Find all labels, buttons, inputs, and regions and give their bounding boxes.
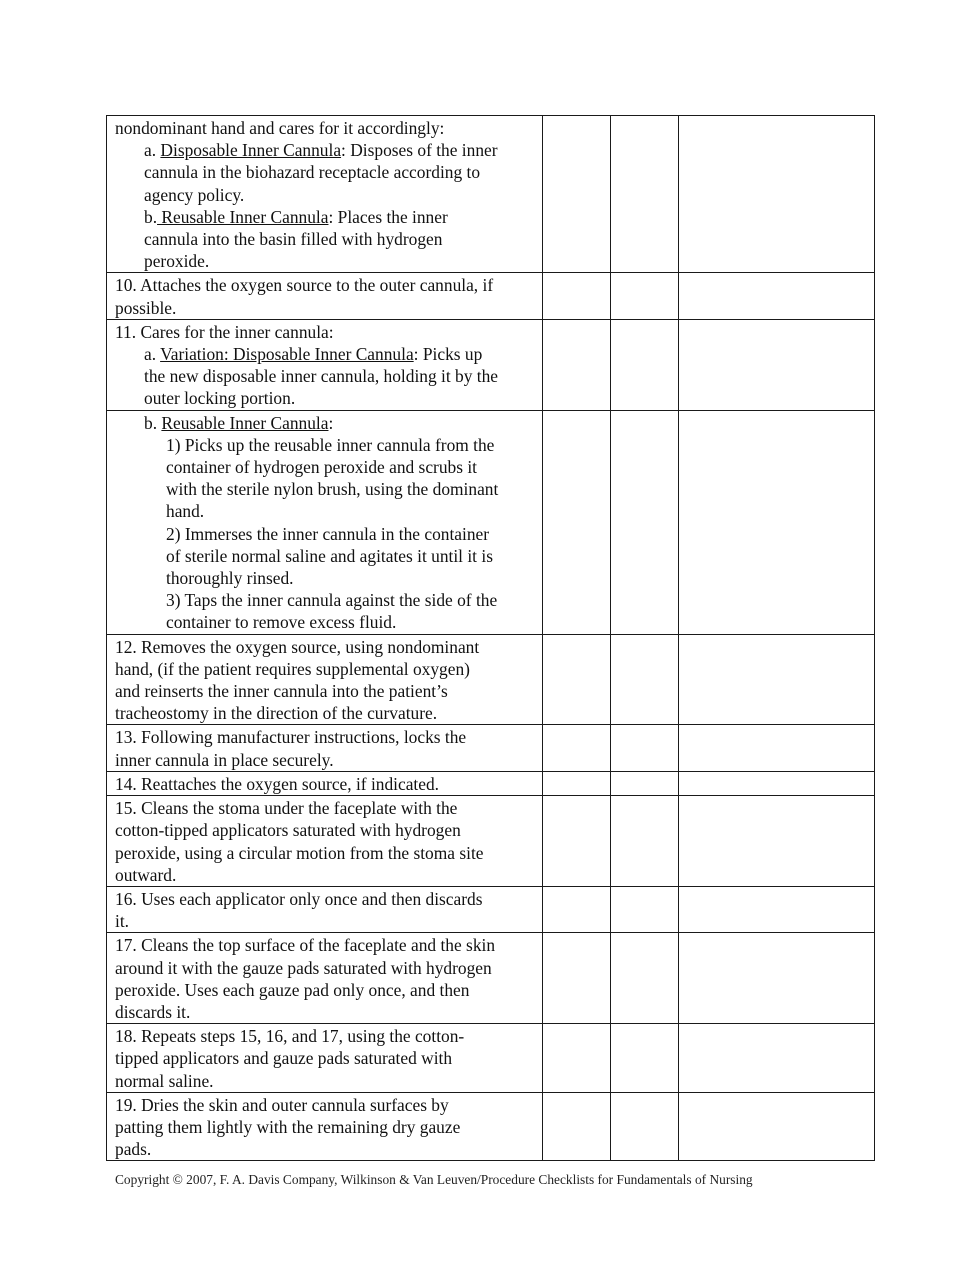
comments-cell[interactable] — [679, 796, 875, 887]
step-text: peroxide, using a circular motion from the stoma site — [115, 842, 484, 863]
step-description-cell — [107, 1092, 543, 1161]
step-text-line — [115, 888, 536, 910]
step-text-line — [115, 434, 536, 456]
step-text-line — [115, 1116, 536, 1138]
step-text: : Places the inner — [328, 206, 448, 227]
step-text-line — [115, 1001, 536, 1023]
unsatisfactory-cell[interactable] — [611, 116, 679, 273]
checklist-row — [107, 796, 875, 887]
step-text: the new disposable inner cannula, holding it by the — [144, 366, 499, 387]
step-text: thoroughly rinsed. — [166, 568, 294, 589]
step-text-line — [115, 1047, 536, 1069]
step-text-line — [115, 297, 536, 319]
step-text-line — [115, 161, 536, 183]
satisfactory-cell[interactable] — [543, 796, 611, 887]
copyright-footer: Copyright © 2007, F. A. Davis Company, Wilkinson & Van Leuven/Procedure Checklists for Fundamentals of Nursing — [115, 1172, 753, 1187]
step-text: nondominant hand and cares for it accordingly: — [115, 118, 445, 138]
checklist-row — [107, 1024, 875, 1093]
step-text: around it with the gauze pads saturated with hydrogen — [115, 957, 492, 978]
step-text-line — [115, 611, 536, 633]
step-description-cell — [107, 771, 543, 795]
step-marker: a. — [144, 344, 161, 365]
checklist-row — [107, 933, 875, 1024]
checklist-row — [107, 771, 875, 795]
step-text: and reinserts the inner cannula into the patient’s — [115, 681, 448, 702]
procedure-checklist-table — [106, 115, 875, 1161]
comments-cell[interactable] — [679, 1092, 875, 1161]
satisfactory-cell[interactable] — [543, 634, 611, 725]
step-text: 2) Immerses the inner cannula in the container — [166, 523, 490, 544]
step-text-line — [115, 589, 536, 611]
step-text: : — [328, 412, 334, 433]
checklist-row — [107, 886, 875, 932]
step-text: of sterile normal saline and agitates it until it is — [166, 545, 493, 566]
step-text-line — [115, 206, 536, 228]
step-text: : Disposes of the inner — [341, 140, 498, 161]
step-text: 12. Removes the oxygen source, using nondominant — [115, 636, 480, 657]
step-text: 19. Dries the skin and outer cannula surfaces by — [115, 1094, 449, 1115]
step-description-cell — [107, 886, 543, 932]
step-description-cell — [107, 634, 543, 725]
step-text: 14. Reattaches the oxygen source, if indicated. — [115, 773, 440, 794]
step-text: 13. Following manufacturer instructions, locks the — [115, 727, 467, 748]
step-text: pads. — [115, 1139, 152, 1160]
step-text-line — [115, 797, 536, 819]
satisfactory-cell[interactable] — [543, 1024, 611, 1093]
step-text: cannula in the biohazard receptacle according to — [144, 162, 481, 183]
step-text: 10. Attaches the oxygen source to the outer cannula, if — [115, 275, 494, 296]
step-text-line — [115, 523, 536, 545]
comments-cell[interactable] — [679, 1024, 875, 1093]
unsatisfactory-cell[interactable] — [611, 634, 679, 725]
step-text: outer locking portion. — [144, 388, 296, 409]
step-description-cell — [107, 1024, 543, 1093]
step-text: : Picks up — [413, 344, 483, 365]
step-text: tracheostomy in the direction of the curvature. — [115, 703, 438, 724]
unsatisfactory-cell[interactable] — [611, 725, 679, 771]
step-text: 1) Picks up the reusable inner cannula from the — [166, 434, 495, 455]
step-marker: b. — [144, 206, 158, 227]
step-text-line — [115, 864, 536, 886]
step-text-line — [115, 979, 536, 1001]
comments-cell[interactable] — [679, 410, 875, 634]
step-text: 16. Uses each applicator only once and then discards — [115, 888, 483, 909]
step-text: cotton-tipped applicators saturated with hydrogen — [115, 820, 461, 841]
step-text-line — [115, 184, 536, 206]
step-text-line — [115, 957, 536, 979]
step-text-line — [115, 321, 536, 343]
underlined-heading: Variation: Disposable Inner Cannula — [160, 344, 414, 365]
step-text-line — [115, 117, 536, 139]
step-text: hand, (if the patient requires supplemental oxygen) — [115, 658, 470, 679]
checklist-row — [107, 634, 875, 725]
step-text-line — [115, 228, 536, 250]
unsatisfactory-cell[interactable] — [611, 273, 679, 319]
satisfactory-cell[interactable] — [543, 1092, 611, 1161]
step-text-line — [115, 1025, 536, 1047]
comments-cell[interactable] — [679, 886, 875, 932]
step-text: 11. Cares for the inner cannula: — [115, 321, 334, 342]
step-text-line — [115, 1094, 536, 1116]
comments-cell[interactable] — [679, 116, 875, 273]
unsatisfactory-cell[interactable] — [611, 1024, 679, 1093]
step-text-line — [115, 500, 536, 522]
step-text: patting them lightly with the remaining dry gauze — [115, 1116, 461, 1137]
unsatisfactory-cell[interactable] — [611, 933, 679, 1024]
step-text-line — [115, 139, 536, 161]
checklist-row — [107, 410, 875, 634]
step-text: it. — [115, 911, 130, 932]
step-description-cell — [107, 725, 543, 771]
step-text-line — [115, 702, 536, 724]
step-text-line — [115, 680, 536, 702]
step-text: container to remove excess fluid. — [166, 612, 397, 633]
satisfactory-cell[interactable] — [543, 410, 611, 634]
satisfactory-cell[interactable] — [543, 933, 611, 1024]
step-text-line — [115, 749, 536, 771]
step-text: tipped applicators and gauze pads saturated with — [115, 1048, 453, 1069]
unsatisfactory-cell[interactable] — [611, 771, 679, 795]
step-text-line — [115, 478, 536, 500]
unsatisfactory-cell[interactable] — [611, 796, 679, 887]
step-text-line — [115, 274, 536, 296]
unsatisfactory-cell[interactable] — [611, 410, 679, 634]
underlined-heading: Reusable Inner Cannula — [157, 206, 329, 227]
underlined-heading: Disposable Inner Cannula — [160, 140, 342, 161]
comments-cell[interactable] — [679, 319, 875, 410]
comments-cell[interactable] — [679, 771, 875, 795]
underlined-heading: Reusable Inner Cannula — [161, 412, 329, 433]
step-text-line — [115, 456, 536, 478]
checklist-row — [107, 319, 875, 410]
step-text: normal saline. — [115, 1070, 214, 1091]
step-description-cell — [107, 796, 543, 887]
step-text-line — [115, 658, 536, 680]
step-description-cell — [107, 319, 543, 410]
step-text: outward. — [115, 864, 177, 885]
unsatisfactory-cell[interactable] — [611, 319, 679, 410]
step-description-cell — [107, 116, 543, 273]
satisfactory-cell[interactable] — [543, 725, 611, 771]
satisfactory-cell[interactable] — [543, 771, 611, 795]
step-text: cannula into the basin filled with hydrogen — [144, 229, 443, 250]
comments-cell[interactable] — [679, 933, 875, 1024]
unsatisfactory-cell[interactable] — [611, 1092, 679, 1161]
checklist-row — [107, 273, 875, 319]
step-text: 18. Repeats steps 15, 16, and 17, using the cotton- — [115, 1026, 465, 1047]
checklist-body — [107, 116, 875, 1161]
step-marker: b. — [144, 412, 162, 433]
step-text-line — [115, 567, 536, 589]
step-text: agency policy. — [144, 184, 245, 205]
satisfactory-cell[interactable] — [543, 319, 611, 410]
step-text-line — [115, 343, 536, 365]
step-text-line — [115, 819, 536, 841]
checklist-row — [107, 1092, 875, 1161]
step-text-line — [115, 412, 536, 434]
satisfactory-cell[interactable] — [543, 886, 611, 932]
step-text-line — [115, 387, 536, 409]
step-text: 15. Cleans the stoma under the faceplate with the — [115, 798, 458, 819]
step-text: peroxide. — [144, 251, 210, 272]
step-text-line — [115, 910, 536, 932]
unsatisfactory-cell[interactable] — [611, 886, 679, 932]
step-description-cell — [107, 933, 543, 1024]
step-text: peroxide. Uses each gauze pad only once, and then — [115, 979, 470, 1000]
step-description-cell — [107, 273, 543, 319]
comments-cell[interactable] — [679, 634, 875, 725]
step-text-line — [115, 636, 536, 658]
step-text-line — [115, 934, 536, 956]
step-text: hand. — [166, 501, 205, 522]
step-text-line — [115, 250, 536, 272]
step-text: discards it. — [115, 1001, 191, 1022]
satisfactory-cell[interactable] — [543, 273, 611, 319]
step-marker: a. — [144, 140, 161, 161]
step-text-line — [115, 1138, 536, 1160]
step-text: 3) Taps the inner cannula against the side of the — [166, 590, 498, 611]
step-text-line — [115, 773, 536, 795]
step-text: possible. — [115, 297, 177, 318]
step-text: container of hydrogen peroxide and scrubs it — [166, 457, 478, 478]
step-text-line — [115, 1070, 536, 1092]
step-text: inner cannula in place securely. — [115, 749, 334, 770]
step-text-line — [115, 842, 536, 864]
comments-cell[interactable] — [679, 725, 875, 771]
step-text-line — [115, 365, 536, 387]
satisfactory-cell[interactable] — [543, 116, 611, 273]
comments-cell[interactable] — [679, 273, 875, 319]
step-text-line — [115, 545, 536, 567]
step-description-cell — [107, 410, 543, 634]
step-text: with the sterile nylon brush, using the dominant — [166, 479, 499, 500]
checklist-row — [107, 116, 875, 273]
checklist-row — [107, 725, 875, 771]
step-text-line — [115, 726, 536, 748]
step-text: 17. Cleans the top surface of the faceplate and the skin — [115, 935, 496, 956]
